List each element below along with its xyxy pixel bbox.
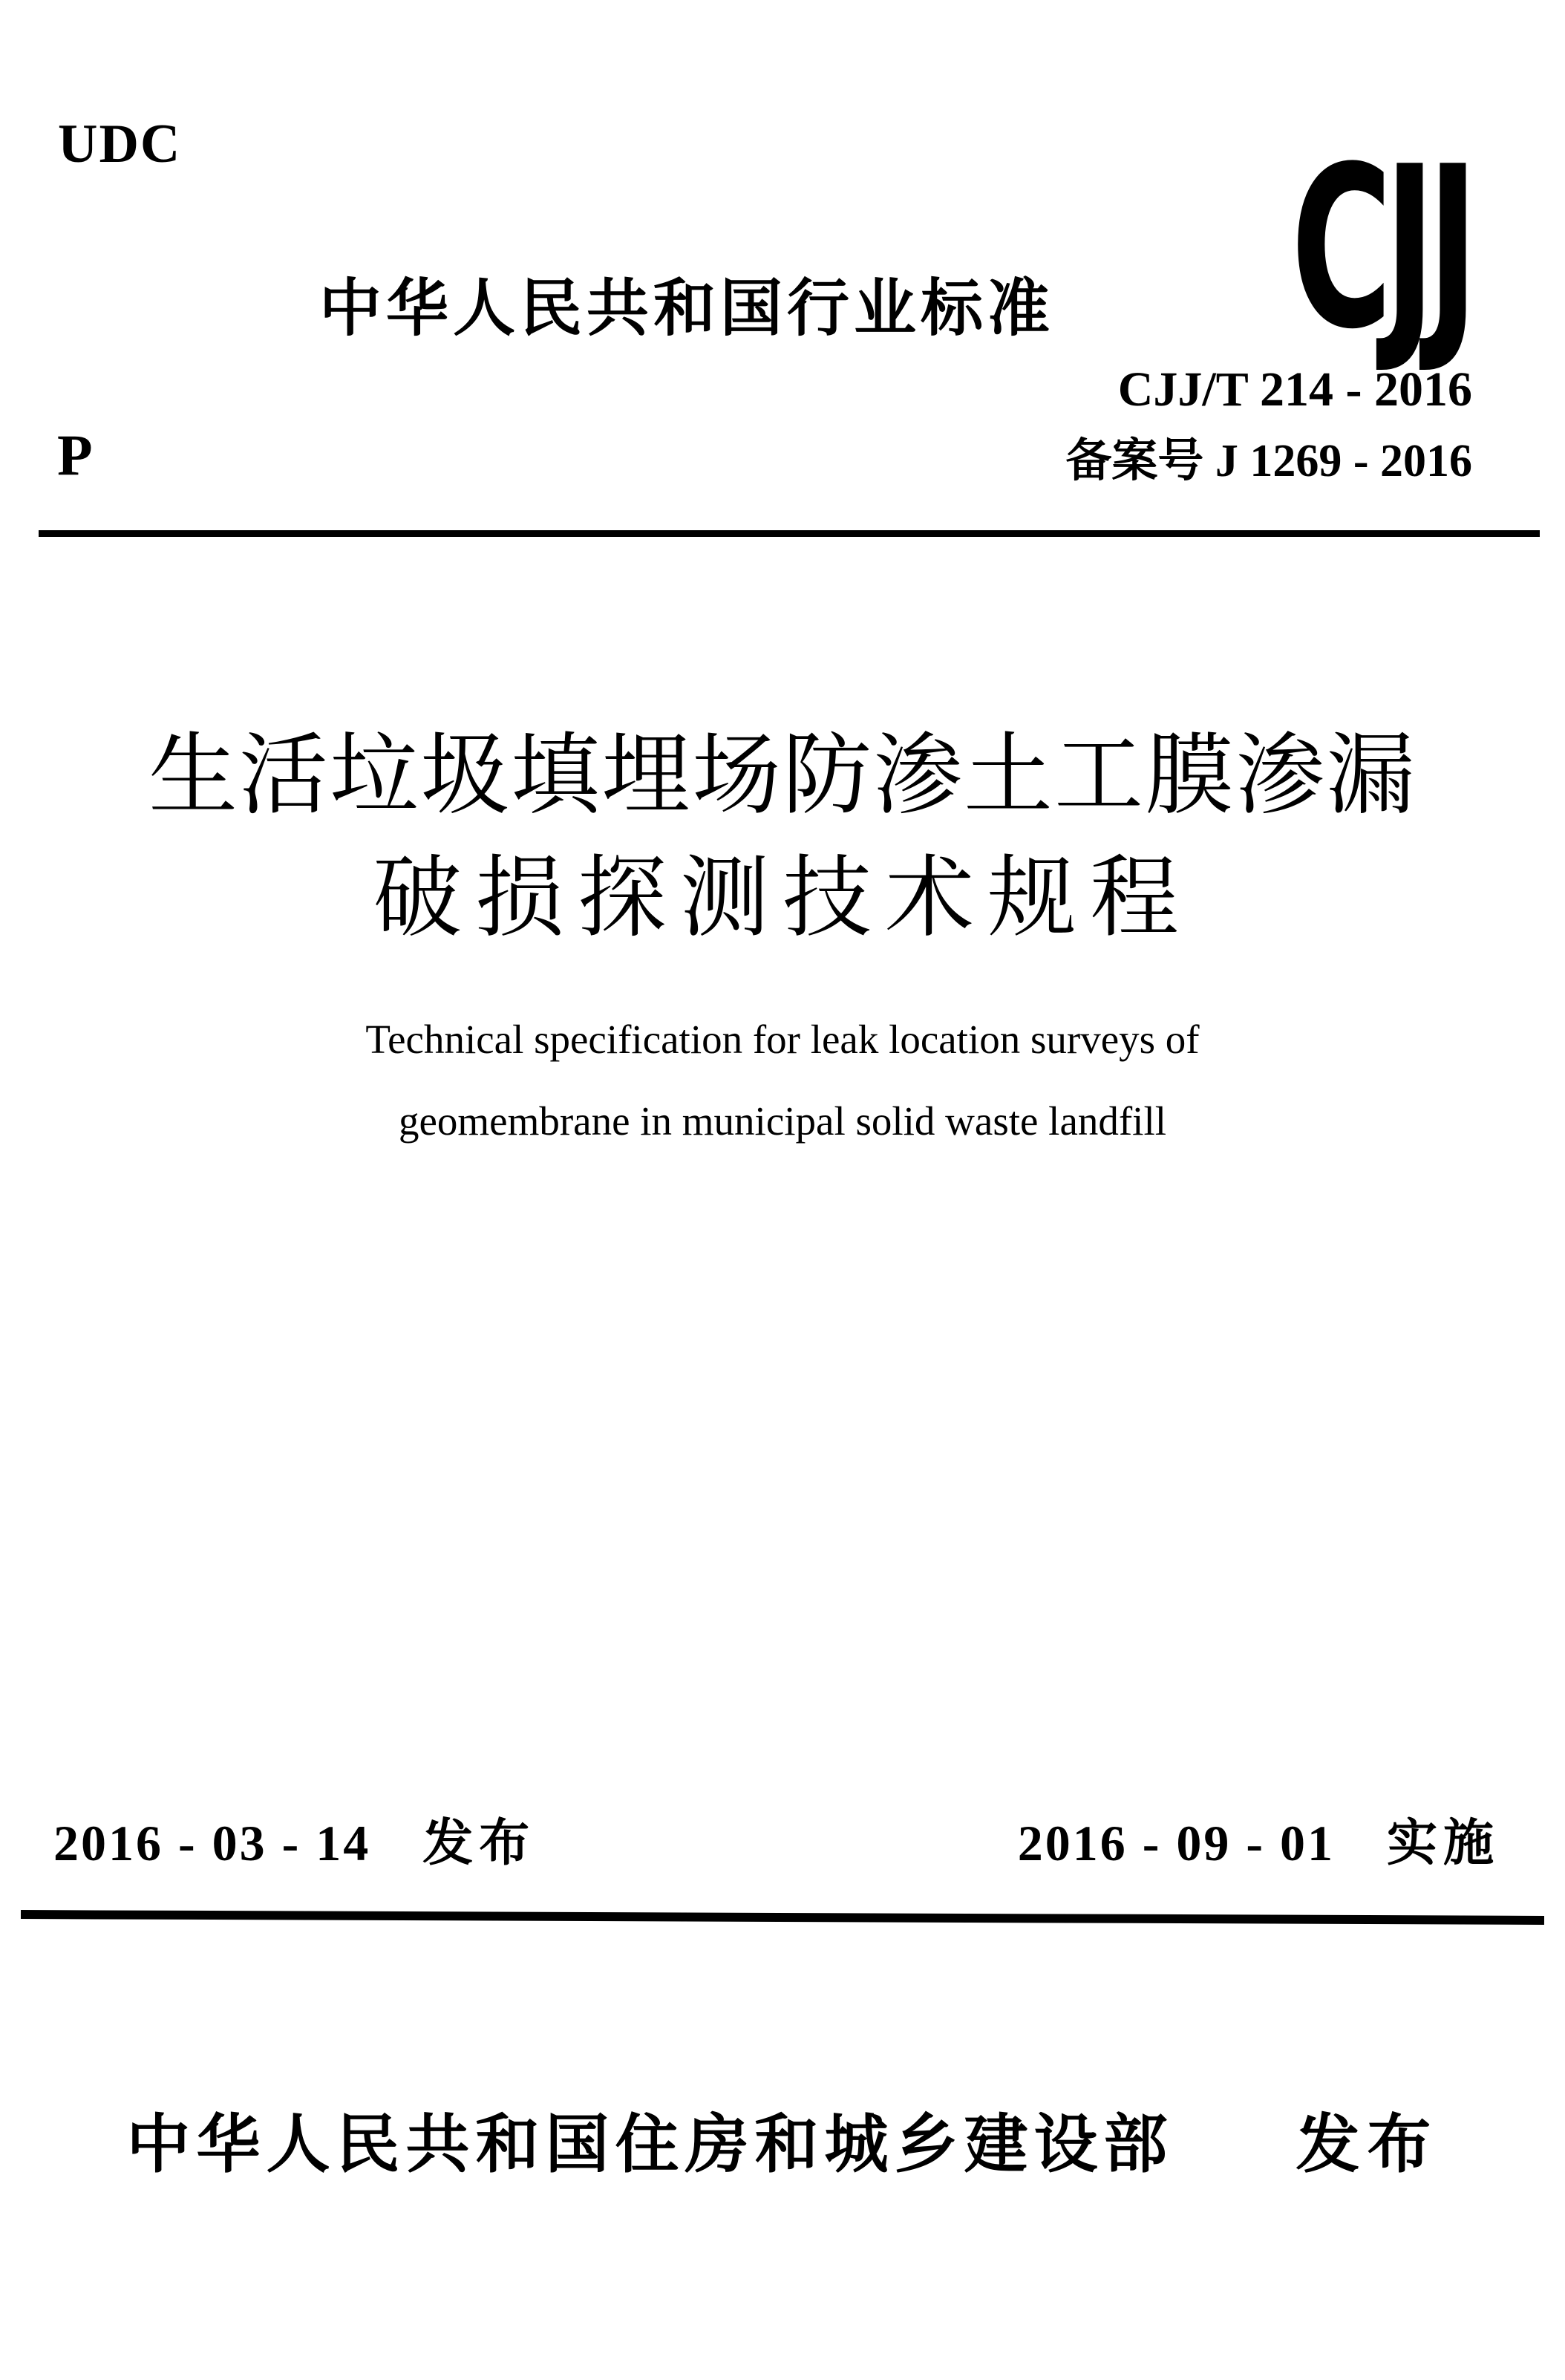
classification-code: P [57, 423, 93, 487]
bottom-divider-line [21, 1910, 1544, 1925]
title-chinese-line2: 破损探测技术规程 [373, 849, 1192, 948]
title-chinese [0, 726, 1565, 948]
implement-date-group [1018, 1803, 1500, 1875]
cjj-logo: CJJ [1290, 119, 1470, 378]
publisher-row [0, 2093, 1565, 2185]
publisher-name: 中华人民共和国住房和城乡建设部 [126, 2109, 1174, 2180]
top-divider-line [39, 530, 1540, 537]
date-row [53, 1803, 1500, 1875]
standard-number-block [1065, 362, 1472, 486]
standard-type-heading: 中华人民共和国行业标准 [319, 273, 1055, 343]
implement-date: 2016 - 09 - 01 [1017, 1815, 1335, 1871]
standard-number: CJJ/T 214 - 2016 [1117, 362, 1472, 417]
publisher-action-label: 发布 [1296, 2109, 1439, 2180]
title-chinese-line1: 生活垃圾填埋场防渗土工膜渗漏 [148, 726, 1417, 825]
title-english-line2: geomembrane in municipal solid waste landfill [398, 1098, 1167, 1144]
issue-date-group [53, 1803, 535, 1875]
title-english-line1: Technical specification for leak location surveys of [365, 1017, 1200, 1062]
record-number: 备案号 J 1269 - 2016 [1065, 436, 1472, 486]
implement-date-label: 实施 [1386, 1815, 1500, 1871]
issue-date: 2016 - 03 - 14 [53, 1815, 371, 1871]
title-english [0, 1017, 1565, 1144]
udc-label: UDC [58, 114, 182, 175]
issue-date-label: 发布 [422, 1815, 536, 1871]
